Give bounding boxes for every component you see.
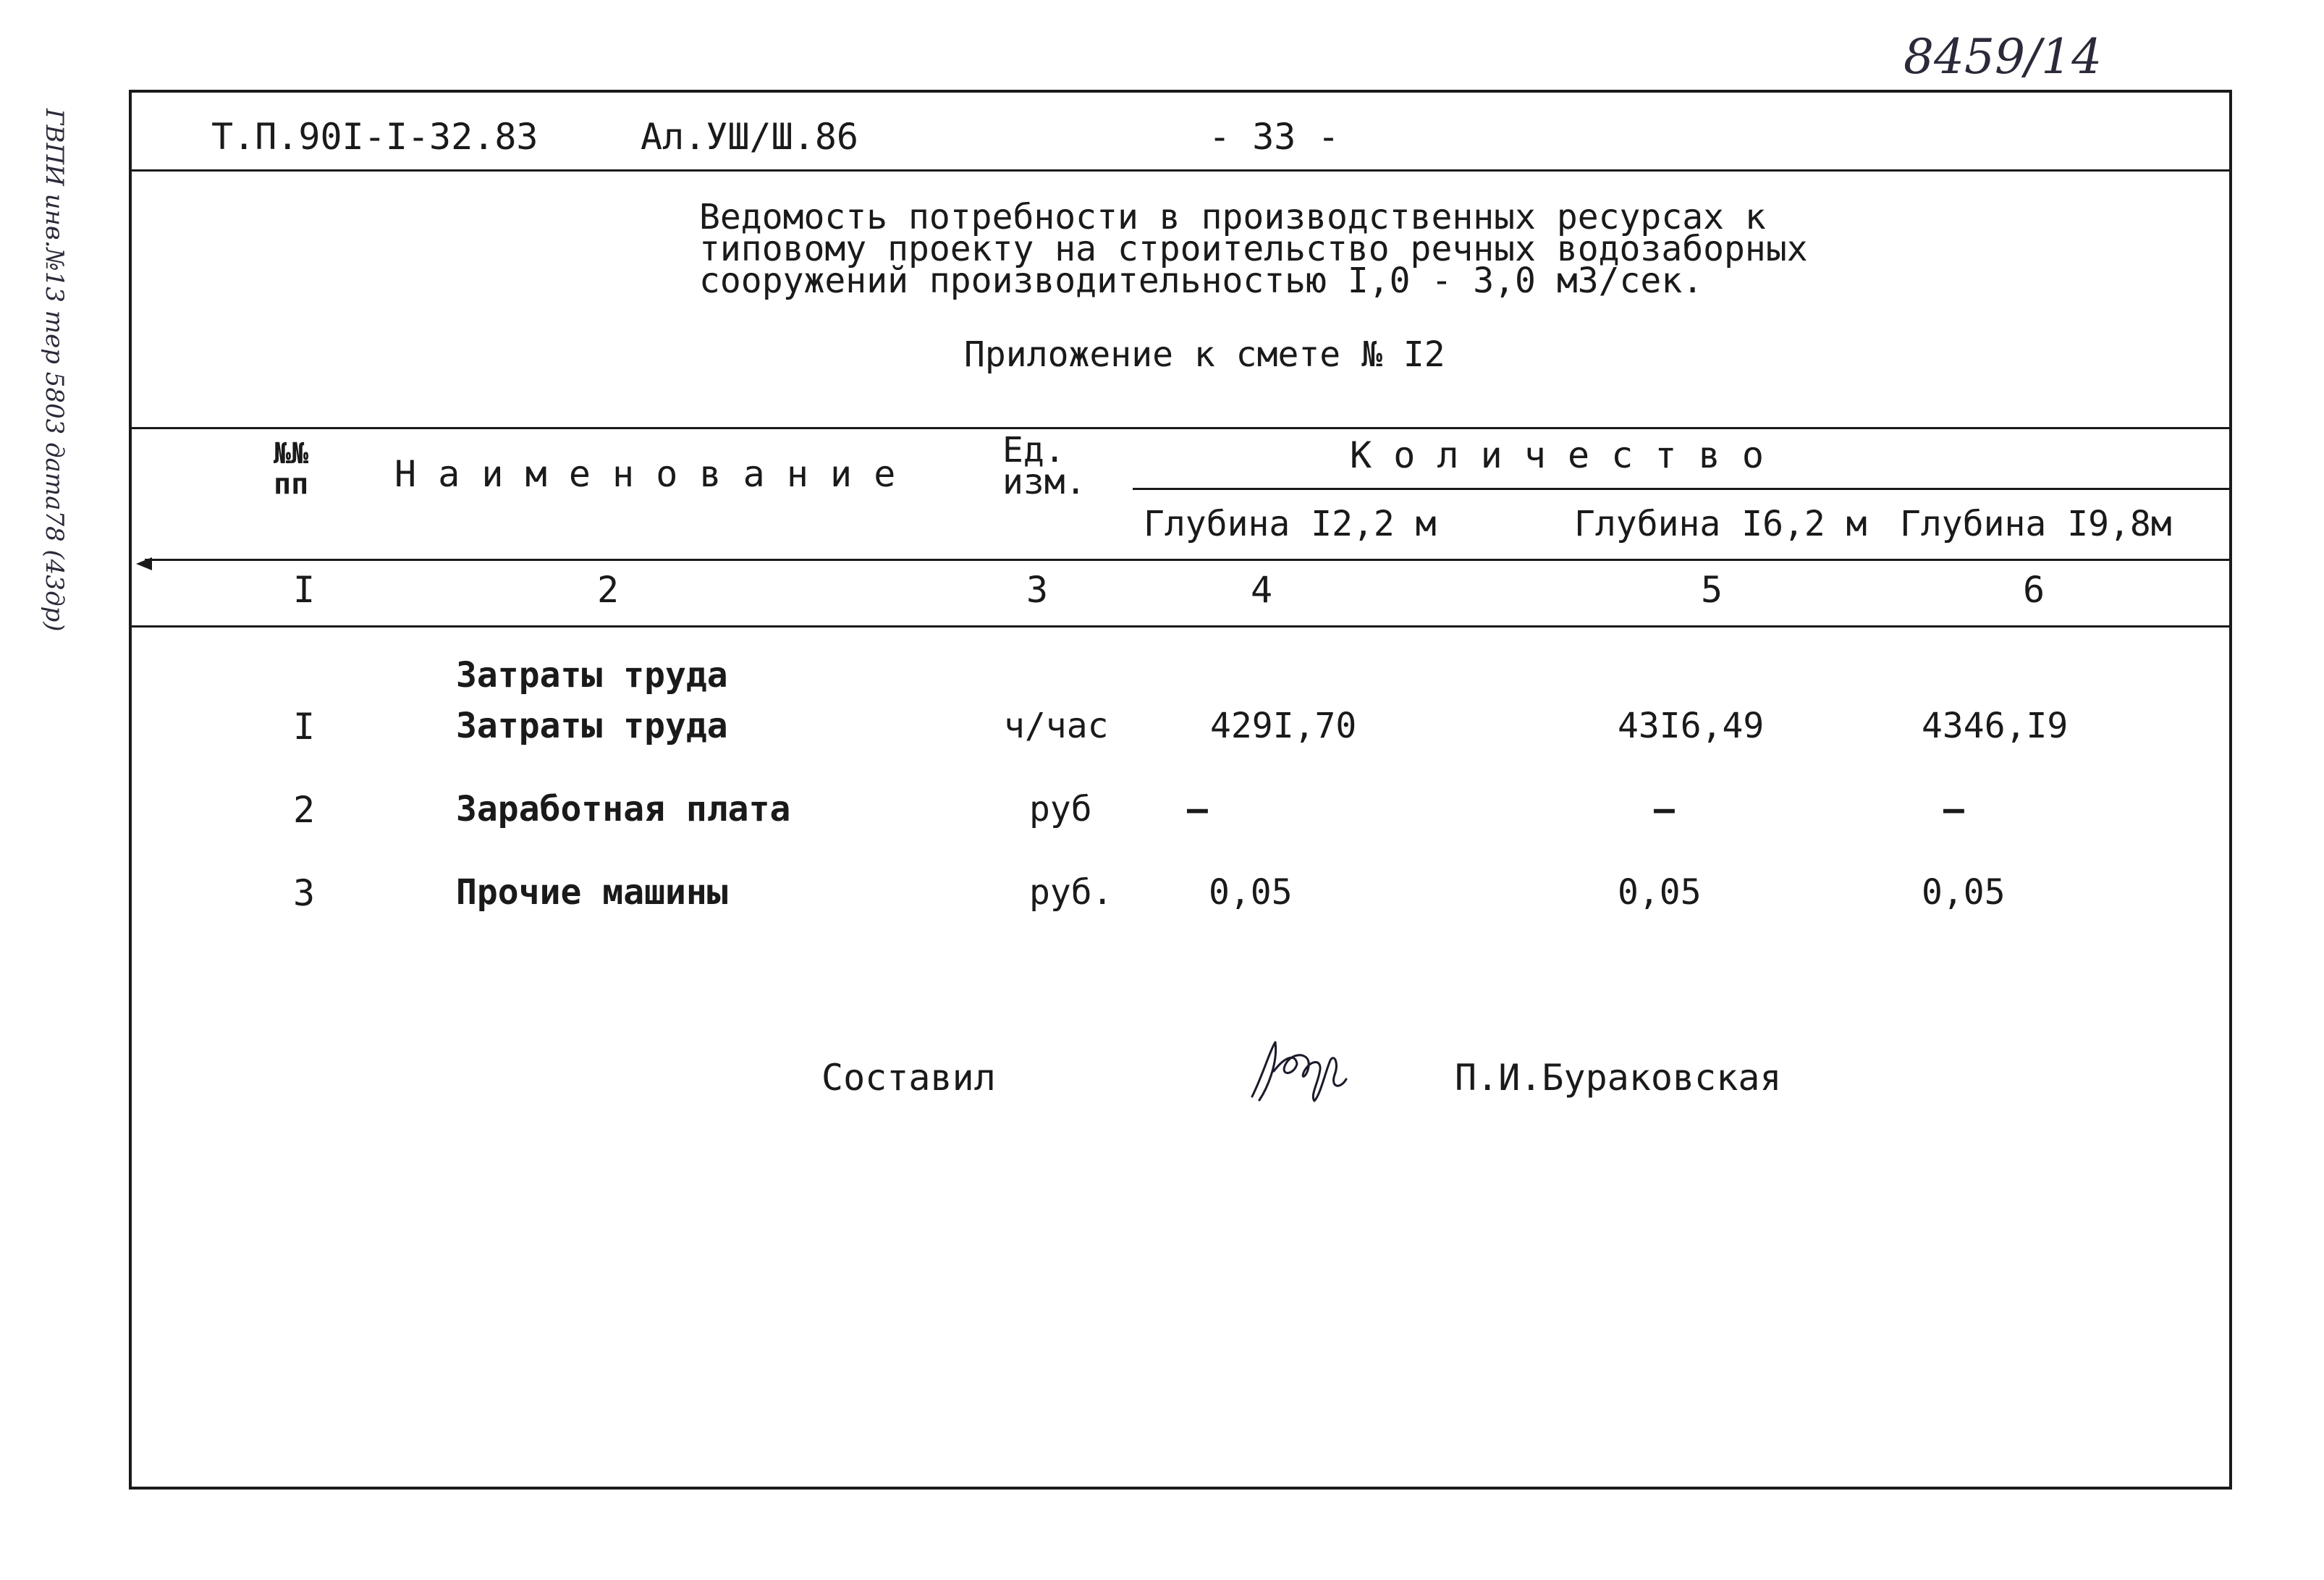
row-value-depth-3: –: [1943, 789, 1964, 829]
col-number-5: 5: [1700, 569, 1723, 611]
group-title: Затраты труда: [456, 655, 728, 696]
row-unit: ч/час: [1004, 706, 1109, 746]
signature-graphic: [1245, 1031, 1353, 1111]
row-value-depth-2: 0,05: [1618, 872, 1702, 913]
archive-number: 8459/14: [1903, 29, 2103, 85]
col-number-1: I: [292, 569, 316, 611]
header-divider: [132, 169, 2229, 172]
title-block: [699, 197, 1808, 301]
col-header-depth-1: Глубина I2,2 м: [1144, 504, 1437, 544]
compiler-name: П.И.Бураковская: [1455, 1057, 1782, 1099]
col-number-4: 4: [1250, 569, 1273, 611]
album-ref: Ал.УШ/Ш.86: [641, 116, 859, 158]
page-number: - 33 -: [1209, 116, 1340, 158]
col-header-unit-line2: изм.: [1002, 462, 1086, 502]
table-top-border: [132, 427, 2229, 429]
row-value-depth-2: 43I6,49: [1618, 706, 1765, 746]
col-header-quantity: К о л и ч е с т в о: [1350, 434, 1764, 476]
row-value-depth-1: –: [1187, 789, 1208, 829]
appendix-label: Приложение к смете № I2: [964, 334, 1445, 375]
col-header-depth-2: Глубина I6,2 м: [1574, 504, 1867, 544]
col-numbers-bottom-rule: [132, 625, 2229, 628]
row-num: 3: [292, 872, 316, 914]
col-header-name: Н а и м е н о в а н и е: [394, 453, 896, 495]
col-header-num-line1: №№: [274, 437, 309, 470]
col-header-num: [274, 439, 308, 499]
compiled-label: Составил: [821, 1057, 996, 1099]
signature: [1245, 1031, 1353, 1114]
title-line-2: типовому проекту на строительство речных водозаборных: [699, 229, 1808, 269]
row-name: Затраты труда: [456, 706, 728, 746]
row-value-depth-1: 429I,70: [1210, 706, 1357, 746]
row-value-depth-3: 4346,I9: [1922, 706, 2069, 746]
row-name: Прочие машины: [456, 872, 728, 913]
col-header-unit-line1: Ед.: [1002, 430, 1065, 470]
row-num: 2: [292, 789, 316, 831]
row-value-depth-2: –: [1654, 789, 1675, 829]
title-line-1: Ведомость потребности в производственных ресурсах к: [699, 197, 1766, 237]
col-header-depth-3: Глубина I9,8м: [1900, 504, 2172, 544]
col-header-unit: [1002, 430, 1086, 502]
row-value-depth-3: 0,05: [1922, 872, 2006, 913]
row-name: Заработная плата: [456, 789, 791, 829]
row-value-depth-1: 0,05: [1209, 872, 1293, 913]
quantity-subheader-divider: [1133, 488, 2229, 490]
row-num: I: [292, 706, 316, 748]
margin-stamp: ГВПИ инв.№13 тер 5803 дата78 (43др): [40, 109, 69, 632]
doc-code: Т.П.90I-I-32.83: [211, 116, 538, 158]
row-unit: руб.: [1029, 872, 1113, 913]
col-number-6: 6: [2022, 569, 2045, 611]
left-arrow-mark: [136, 557, 152, 570]
col-number-3: 3: [1026, 569, 1049, 611]
row-unit: руб: [1029, 789, 1092, 829]
col-header-num-line2: пп: [274, 468, 309, 501]
col-number-2: 2: [596, 569, 620, 611]
title-line-3: сооружений производительностью I,0 - 3,0 м3/сек.: [699, 261, 1704, 301]
header-bottom-rule: [145, 559, 2229, 561]
